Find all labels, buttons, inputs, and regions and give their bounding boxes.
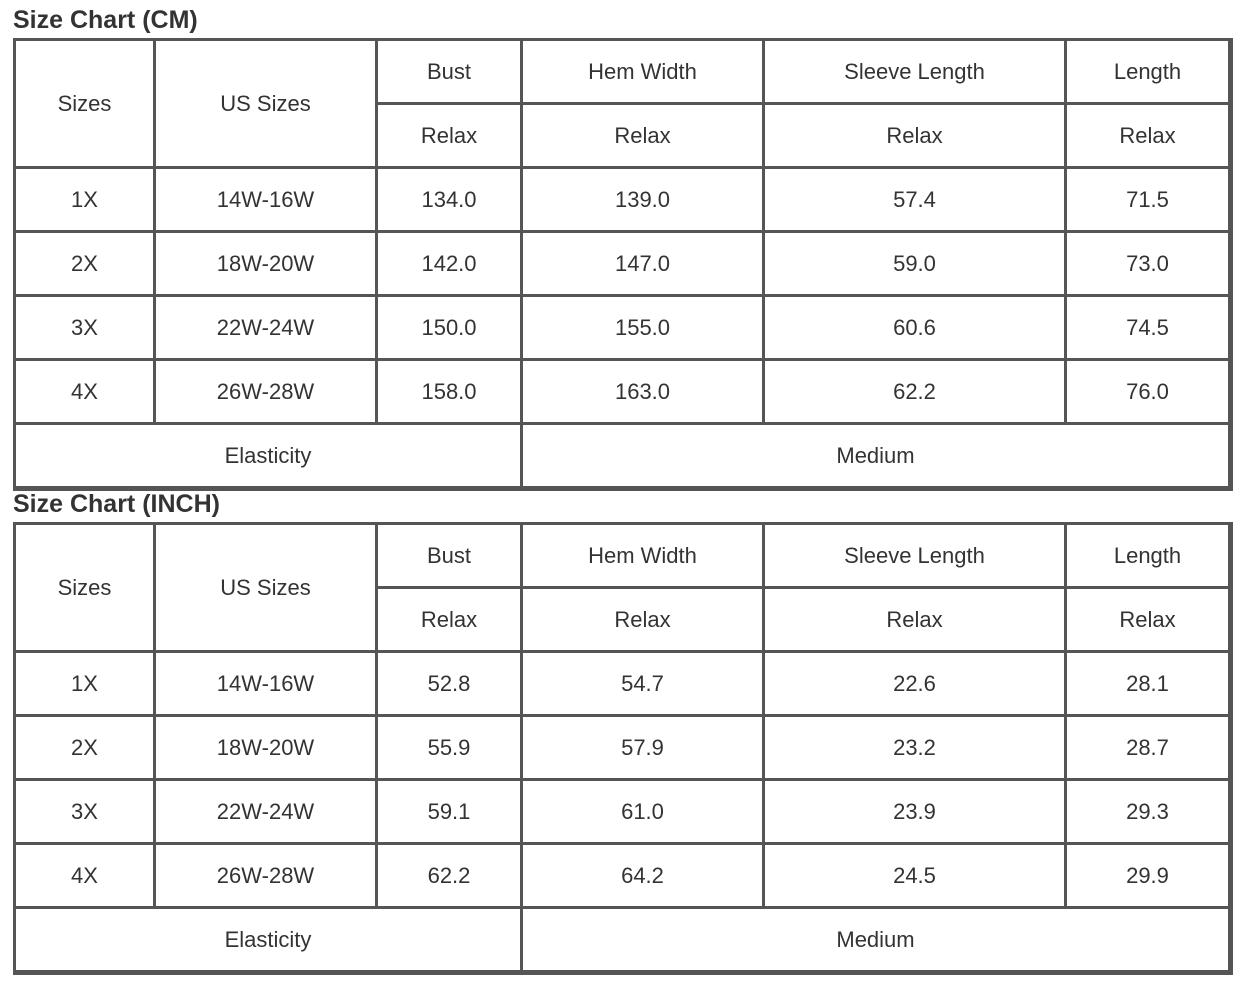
length-cell: 29.3 [1066, 780, 1230, 844]
header-sizes: Sizes [15, 524, 155, 652]
elasticity-value: Medium [522, 424, 1230, 488]
footer-row [15, 908, 1230, 972]
subheader-cell: Relax [764, 588, 1066, 652]
subheader-cell: Relax [764, 104, 1066, 168]
sleeve-length-cell: 23.2 [764, 716, 1066, 780]
sleeve-length-cell: 62.2 [764, 360, 1066, 424]
size-cell: 3X [15, 780, 155, 844]
chart-title: Size Chart (CM) [13, 6, 198, 34]
table-row [15, 232, 1230, 296]
header-sleeve-length: Sleeve Length [764, 40, 1066, 104]
footer-row [15, 424, 1230, 488]
length-cell: 29.9 [1066, 844, 1230, 908]
table-row [15, 168, 1230, 232]
hem-width-cell: 64.2 [522, 844, 764, 908]
header-row [15, 40, 1230, 104]
header-us-sizes: US Sizes [155, 40, 377, 168]
header-sizes: Sizes [15, 40, 155, 168]
sleeve-length-cell: 23.9 [764, 780, 1066, 844]
header-row [15, 524, 1230, 588]
length-cell: 28.1 [1066, 652, 1230, 716]
hem-width-cell: 147.0 [522, 232, 764, 296]
sleeve-length-cell: 24.5 [764, 844, 1066, 908]
size-cell: 4X [15, 360, 155, 424]
table-row [15, 716, 1230, 780]
sleeve-length-cell: 22.6 [764, 652, 1066, 716]
subheader-cell: Relax [522, 104, 764, 168]
size-table [13, 38, 1233, 491]
table-row [15, 652, 1230, 716]
header-length: Length [1066, 524, 1230, 588]
us-size-cell: 18W-20W [155, 716, 377, 780]
subheader-cell: Relax [1066, 104, 1230, 168]
hem-width-cell: 163.0 [522, 360, 764, 424]
hem-width-cell: 139.0 [522, 168, 764, 232]
header-us-sizes: US Sizes [155, 524, 377, 652]
sleeve-length-cell: 59.0 [764, 232, 1066, 296]
length-cell: 28.7 [1066, 716, 1230, 780]
subheader-cell: Relax [1066, 588, 1230, 652]
us-size-cell: 14W-16W [155, 168, 377, 232]
us-size-cell: 22W-24W [155, 780, 377, 844]
us-size-cell: 14W-16W [155, 652, 377, 716]
size-cell: 2X [15, 716, 155, 780]
bust-cell: 52.8 [377, 652, 522, 716]
bust-cell: 62.2 [377, 844, 522, 908]
size-cell: 1X [15, 652, 155, 716]
hem-width-cell: 61.0 [522, 780, 764, 844]
length-cell: 71.5 [1066, 168, 1230, 232]
us-size-cell: 18W-20W [155, 232, 377, 296]
chart-title: Size Chart (INCH) [13, 490, 220, 518]
table-row [15, 844, 1230, 908]
length-cell: 74.5 [1066, 296, 1230, 360]
hem-width-cell: 57.9 [522, 716, 764, 780]
table-row [15, 360, 1230, 424]
elasticity-value: Medium [522, 908, 1230, 972]
elasticity-label: Elasticity [15, 424, 522, 488]
length-cell: 76.0 [1066, 360, 1230, 424]
bust-cell: 59.1 [377, 780, 522, 844]
header-length: Length [1066, 40, 1230, 104]
table-row [15, 780, 1230, 844]
length-cell: 73.0 [1066, 232, 1230, 296]
elasticity-label: Elasticity [15, 908, 522, 972]
sleeve-length-cell: 57.4 [764, 168, 1066, 232]
bust-cell: 150.0 [377, 296, 522, 360]
size-cell: 1X [15, 168, 155, 232]
us-size-cell: 26W-28W [155, 360, 377, 424]
size-table [13, 522, 1233, 975]
header-bust: Bust [377, 40, 522, 104]
table-row [15, 296, 1230, 360]
size-chart-inch [13, 488, 1233, 975]
size-cell: 3X [15, 296, 155, 360]
subheader-cell: Relax [522, 588, 764, 652]
us-size-cell: 26W-28W [155, 844, 377, 908]
bust-cell: 158.0 [377, 360, 522, 424]
bust-cell: 55.9 [377, 716, 522, 780]
size-cell: 4X [15, 844, 155, 908]
sleeve-length-cell: 60.6 [764, 296, 1066, 360]
header-hem-width: Hem Width [522, 40, 764, 104]
hem-width-cell: 155.0 [522, 296, 764, 360]
size-cell: 2X [15, 232, 155, 296]
subheader-cell: Relax [377, 588, 522, 652]
us-size-cell: 22W-24W [155, 296, 377, 360]
size-chart-cm [13, 4, 1233, 491]
bust-cell: 142.0 [377, 232, 522, 296]
header-sleeve-length: Sleeve Length [764, 524, 1066, 588]
subheader-cell: Relax [377, 104, 522, 168]
hem-width-cell: 54.7 [522, 652, 764, 716]
header-bust: Bust [377, 524, 522, 588]
bust-cell: 134.0 [377, 168, 522, 232]
header-hem-width: Hem Width [522, 524, 764, 588]
